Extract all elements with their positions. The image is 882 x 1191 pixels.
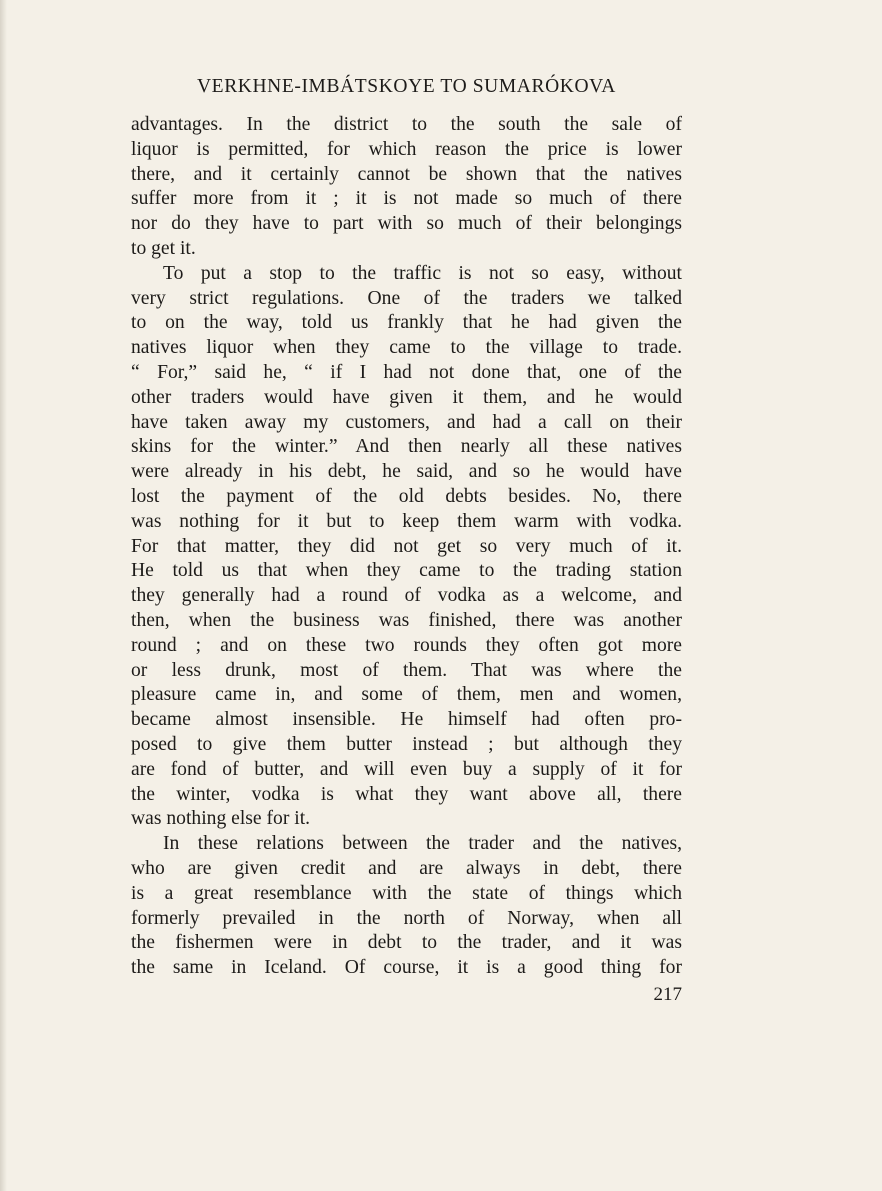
paragraph <box>131 262 682 832</box>
running-head: VERKHNE-IMBÁTSKOYE TO SUMARÓKOVA <box>197 76 616 97</box>
page-number: 217 <box>653 984 682 1005</box>
gutter-shadow <box>0 0 7 1191</box>
text-line: For that matter, they did not get so very much of it. <box>131 535 682 557</box>
text-line: very strict regulations. One of the traders we talked <box>131 287 682 309</box>
paragraph <box>131 832 682 981</box>
text-line: suffer more from it ; it is not made so much of there <box>131 188 682 210</box>
text-line: He told us that when they came to the trading station <box>131 560 682 582</box>
paragraph <box>131 113 682 262</box>
text-line: pleasure came in, and some of them, men and women, <box>131 684 682 706</box>
text-line: advantages. In the district to the south the sale of <box>131 114 682 135</box>
text-line: or less drunk, most of them. That was where the <box>131 659 682 681</box>
text-line: the winter, vodka is what they want above all, there <box>131 783 682 805</box>
text-line: there, and it certainly cannot be shown that the natives <box>131 163 682 185</box>
text-line: nor do they have to part with so much of their belongings <box>131 213 682 235</box>
text-line: In these relations between the trader and the natives, <box>163 833 682 855</box>
text-line: skins for the winter.” And then nearly all these natives <box>131 436 682 458</box>
text-line: liquor is permitted, for which reason the price is lower <box>131 138 682 160</box>
text-line: formerly prevailed in the north of Norway, when all <box>131 907 682 929</box>
text-line: lost the payment of the old debts besides. No, there <box>131 485 682 507</box>
text-line: they generally had a round of vodka as a welcome, and <box>131 585 682 607</box>
text-line: the fishermen were in debt to the trader, and it was <box>131 932 682 954</box>
text-line: was nothing else for it. <box>131 808 311 830</box>
text-line: became almost insensible. He himself had often pro- <box>131 709 682 731</box>
text-line: round ; and on these two rounds they often got more <box>131 634 682 656</box>
text-line: have taken away my customers, and had a call on their <box>131 411 682 433</box>
text-line: was nothing for it but to keep them warm with vodka. <box>131 510 682 532</box>
text-line: to on the way, told us frankly that he had given the <box>131 312 682 334</box>
text-line: other traders would have given it them, and he would <box>131 386 682 408</box>
text-line: is a great resemblance with the state of things which <box>131 882 682 904</box>
text-line: then, when the business was finished, there was another <box>131 609 682 631</box>
text-line: the same in Iceland. Of course, it is a good thing for <box>131 957 682 979</box>
text-line: posed to give them butter instead ; but although they <box>131 733 682 755</box>
text-line: to get it. <box>131 237 196 259</box>
body-text <box>131 113 682 981</box>
text-line: “ For,” said he, “ if I had not done that, one of the <box>131 361 682 383</box>
text-line: were already in his debt, he said, and so he would have <box>131 461 682 483</box>
text-line: natives liquor when they came to the village to trade. <box>131 337 682 359</box>
text-line: To put a stop to the traffic is not so easy, without <box>163 262 682 284</box>
text-line: who are given credit and are always in debt, there <box>131 857 682 879</box>
text-line: are fond of butter, and will even buy a supply of it for <box>131 758 682 780</box>
